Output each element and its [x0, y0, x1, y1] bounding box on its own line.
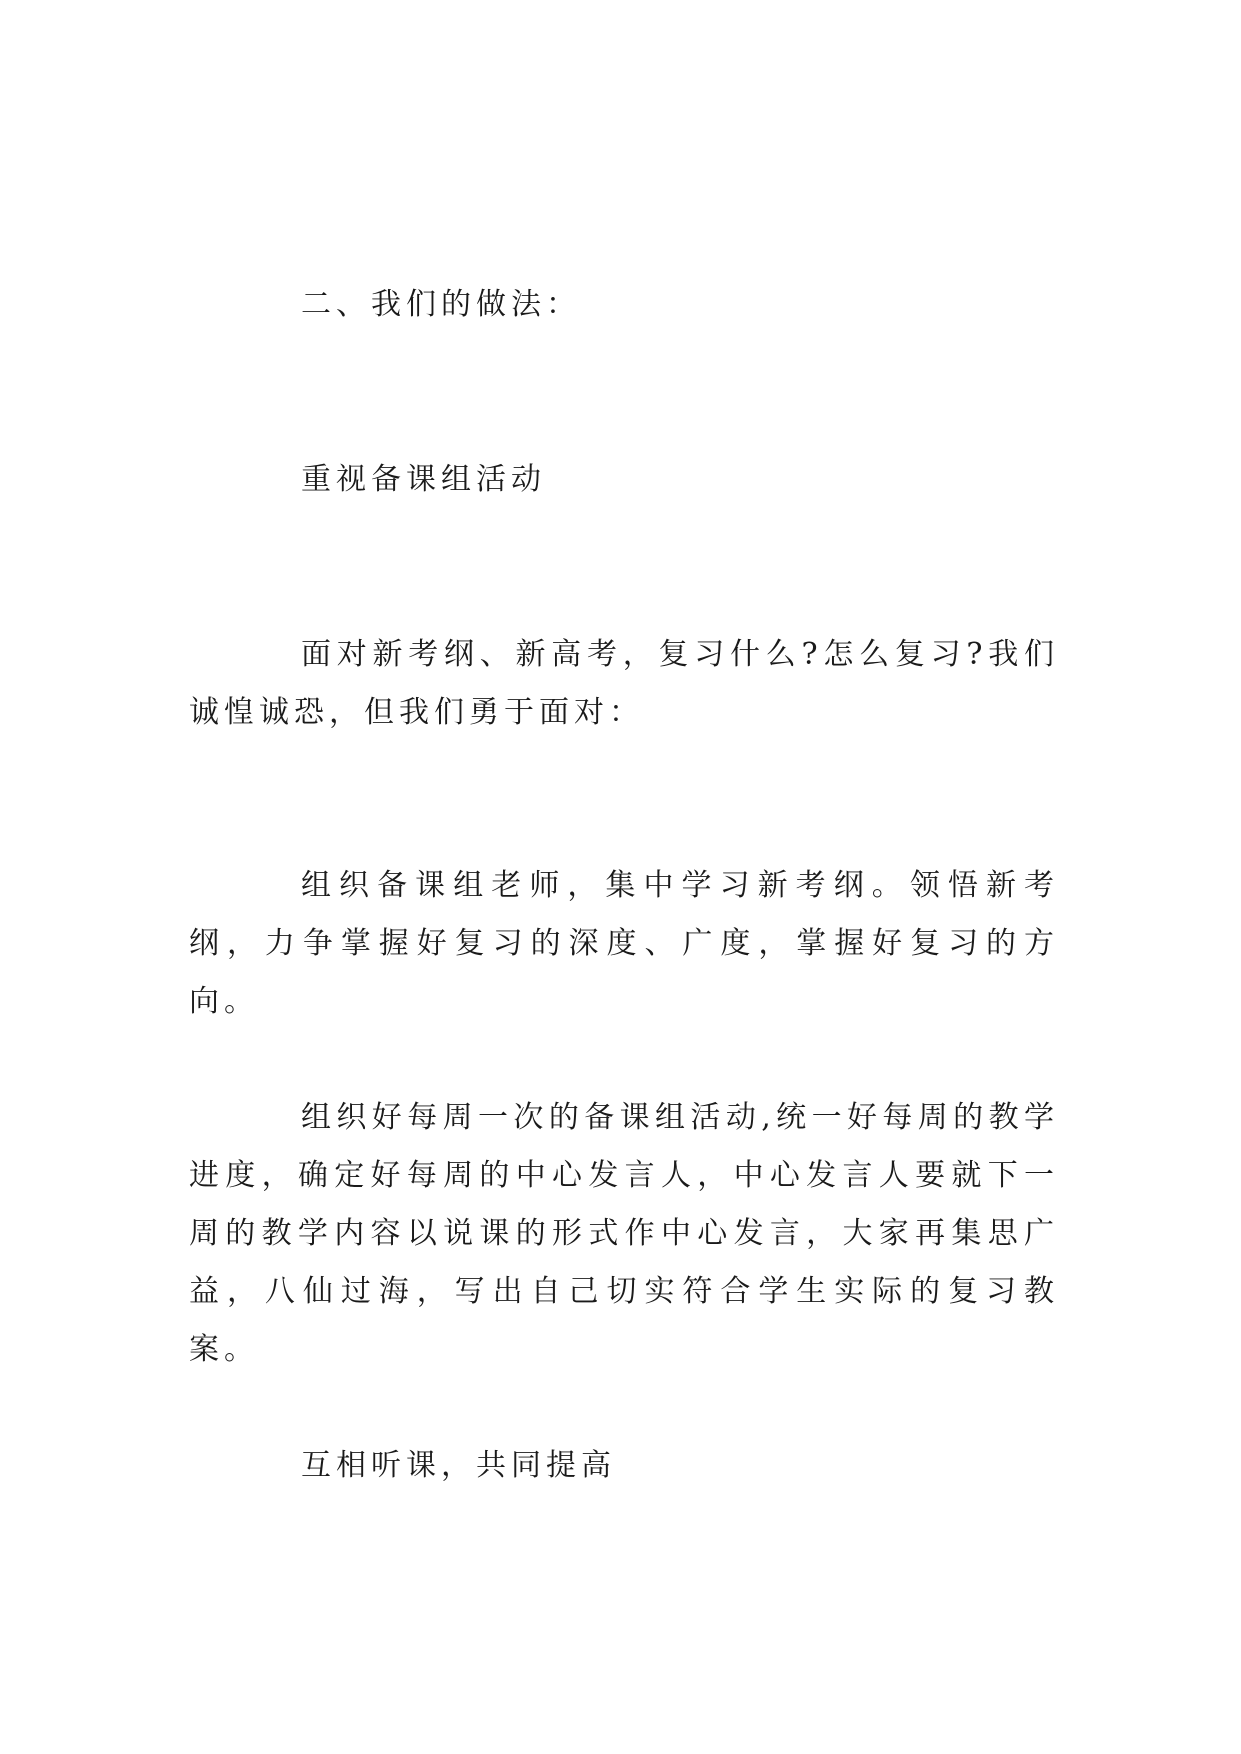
- subheading-mutual-observation: 互相听课，共同提高: [301, 1448, 616, 1483]
- subheading-lesson-prep: 重视备课组活动: [301, 462, 546, 497]
- paragraph-study-syllabus: 组织备课组老师，集中学习新考纲。领悟新考纲，力争掌握好复习的深度、广度，掌握好复习的方向。: [189, 868, 1059, 1019]
- section-heading: 二、我们的做法：: [301, 287, 581, 322]
- paragraph-weekly-activity: 组织好每周一次的备课组活动,统一好每周的教学进度，确定好每周的中心发言人，中心发言人要就下一周的教学内容以说课的形式作中心发言，大家再集思广益，八仙过海，写出自己切实符合学生实际的复习教案。: [189, 1100, 1059, 1367]
- paragraph-new-syllabus: 面对新考纲、新高考，复习什么?怎么复习?我们诚惶诚恐，但我们勇于面对：: [189, 637, 1059, 730]
